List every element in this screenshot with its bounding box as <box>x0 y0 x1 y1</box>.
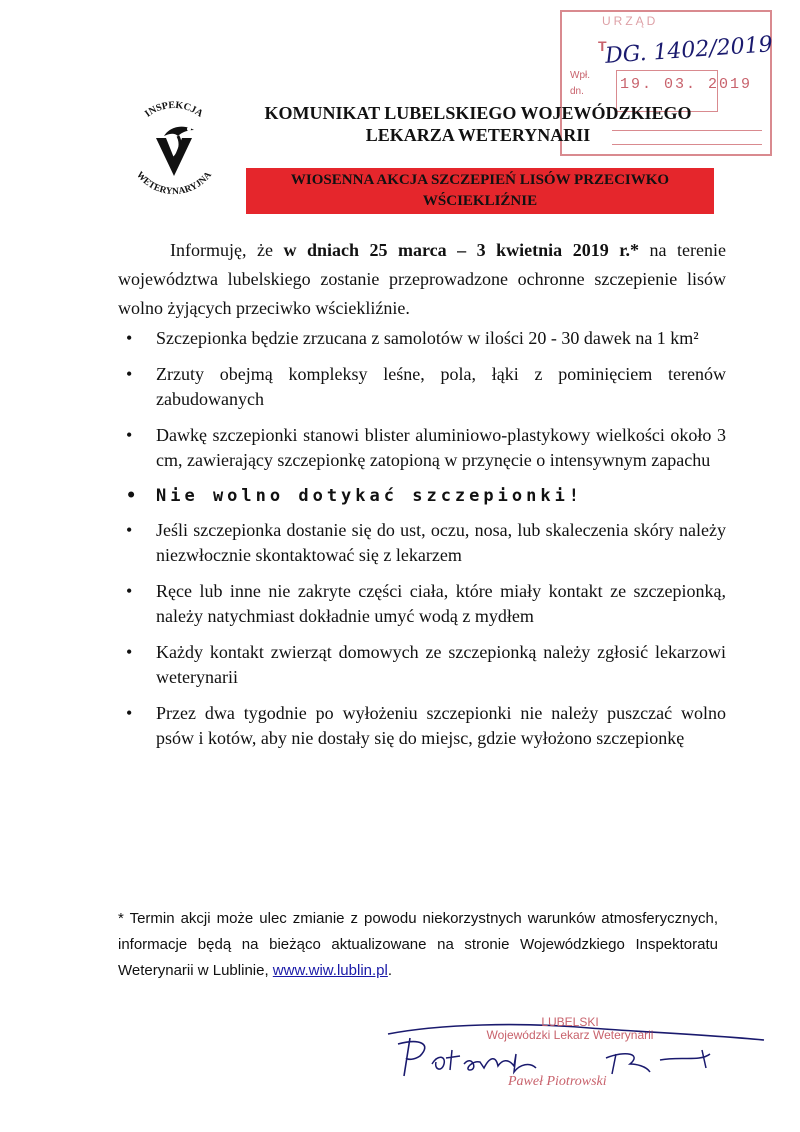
svg-text:INSPEKCJA <box>143 100 205 120</box>
list-item: • Ręce lub inne nie zakryte części ciała, które miały kontakt ze szczepionką, należy natychmiast dokładnie umyć wodą z mydłem <box>126 581 726 626</box>
title-line-2: LEKARZA WETERYNARII <box>365 125 591 145</box>
intro-suffix: na terenie województwa lubelskiego zostanie przeprowadzone ochronne szczepienie lisów wolno żyjących przeciwko wściekliźnie. <box>118 240 727 318</box>
bullet-icon: • <box>126 581 133 601</box>
stamp-letter: T <box>598 38 607 54</box>
footnote-text: * Termin akcji może ulec zmianie z powodu niekorzystnych warunków atmosferycznych, informacje będą na bieżąco aktualizowane na stronie Wojewódzkiego Inspektoratu Weterynarii w Lublinie, <box>118 910 718 979</box>
title-line-1: KOMUNIKAT LUBELSKIEGO WOJEWÓDZKIEGO <box>264 103 692 123</box>
bullet-icon: • <box>126 642 133 662</box>
official-stamp-line-2: Wojewódzki Lekarz Weterynarii <box>486 1028 654 1042</box>
list-item: • Każdy kontakt zwierząt domowych ze szczepionką należy zgłosić lekarzowi weterynarii <box>126 642 726 687</box>
list-item: • Dawkę szczepionki stanowi blister aluminiowo-plastykowy wielkości około 3 cm, zawierający szczepionkę zatopioną w przynęcie o intensywnym zapachu <box>126 425 726 470</box>
warning-item: • Nie wolno dotykać szczepionki! <box>118 484 726 509</box>
page-title <box>228 102 728 146</box>
inspekcja-weterynaryjna-logo <box>118 98 230 196</box>
campaign-banner <box>246 168 714 214</box>
stamp-date-label: dn. <box>570 86 584 97</box>
logo-emblem-icon <box>156 127 194 176</box>
signatory-name: Paweł Piotrowski <box>508 1074 607 1089</box>
official-stamp <box>480 1016 660 1042</box>
intro-dates: w dniach 25 marca – 3 kwietnia 2019 r.* <box>283 240 640 260</box>
banner-line-2: WŚCIEKLIŹNIE <box>422 193 538 209</box>
instructions-list <box>118 326 726 762</box>
list-item: • Jeśli szczepionka dostanie się do ust, oczu, nosa, lub skaleczenia skóry należy niezwłocznie skontaktować się z lekarzem <box>126 520 726 565</box>
footnote: * Termin akcji może ulec zmianie z powodu niekorzystnych warunków atmosferycznych, informacje będą na bieżąco aktualizowane na stronie Wojewódzkiego Inspektoratu Weterynarii w Lublinie, www.wiw.lublin.pl. <box>118 910 718 979</box>
bullet-icon: • <box>126 520 133 540</box>
handwritten-reference: DG. 1402/2019 <box>604 32 774 69</box>
official-stamp-line-1: LUBELSKI <box>541 1015 599 1029</box>
bullet-icon: • <box>126 486 141 506</box>
logo-top-text: INSPEKCJA <box>142 99 205 120</box>
list-item: • Zrzuty obejmą kompleksy leśne, pola, łąki z pominięciem terenów zabudowanych <box>126 364 726 409</box>
bullet-icon: • <box>126 328 133 348</box>
bullet-icon: • <box>126 364 133 384</box>
stamp-header: URZĄD <box>602 14 659 28</box>
list-item: • Przez dwa tygodnie po wyłożeniu szczepionki nie należy puszczać wolno psów i kotów, aby nie dostały się do miejsc, gdzie wyłożono szczepionkę <box>126 703 726 748</box>
logo-bottom-text: WETERYNARYJNA <box>134 170 214 196</box>
intro-paragraph <box>118 236 726 323</box>
bullet-icon: • <box>126 703 133 723</box>
stamp-date: 19. 03. 2019 <box>620 76 753 93</box>
bullet-icon: • <box>126 425 133 445</box>
list-item: • Szczepionka będzie zrzucana z samolotów w ilości 20 - 30 dawek na 1 km² <box>118 326 726 351</box>
website-link[interactable]: www.wiw.lublin.pl <box>272 962 388 979</box>
stamp-received-label: Wpł. <box>570 70 590 81</box>
intro-prefix: Informuję, że <box>170 240 284 260</box>
banner-line-1: WIOSENNA AKCJA SZCZEPIEŃ LISÓW PRZECIWKO <box>290 172 670 188</box>
